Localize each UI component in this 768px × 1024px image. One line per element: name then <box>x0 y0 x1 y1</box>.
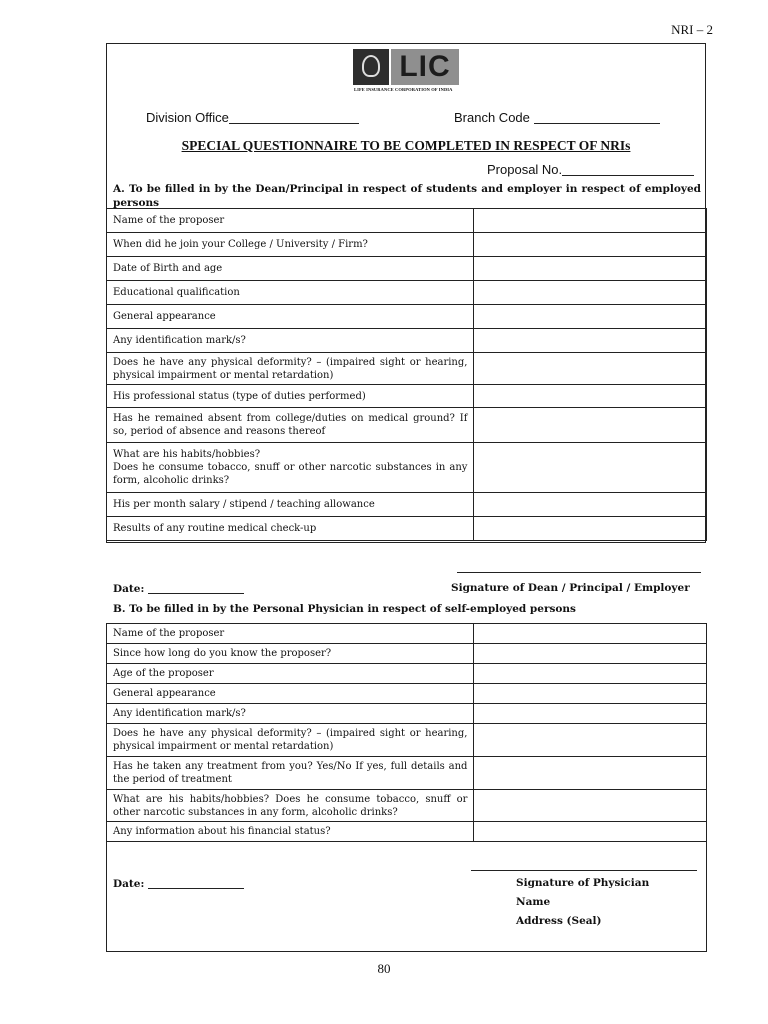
section-b-question: What are his habits/hobbies? Does he consume tobacco, snuff or other narcotic substances in any form, alcoholic drinks? <box>107 790 474 822</box>
section-a-question: Results of any routine medical check-up <box>107 517 474 541</box>
section-a-question: When did he join your College / University / Firm? <box>107 233 474 257</box>
section-a-row <box>107 257 707 281</box>
section-b-question: Any information about his financial status? <box>107 822 474 842</box>
division-office-line[interactable] <box>229 111 359 124</box>
section-a-question: Educational qualification <box>107 281 474 305</box>
section-b-answer-field[interactable] <box>474 644 707 664</box>
proposal-no-label: Proposal No. <box>487 162 563 177</box>
section-a-heading: A. To be filled in by the Dean/Principal in respect of students and employer in respect of employed persons <box>113 183 701 209</box>
section-a-table <box>106 208 707 541</box>
section-a-answer-field[interactable] <box>474 281 707 305</box>
section-a-answer-field[interactable] <box>474 517 707 541</box>
section-b-question: Name of the proposer <box>107 624 474 644</box>
section-a-answer-field[interactable] <box>474 233 707 257</box>
date-label-a: Date: <box>113 583 145 595</box>
section-b-answer-field[interactable] <box>474 822 707 842</box>
section-b-question: Since how long do you know the proposer? <box>107 644 474 664</box>
section-b-row <box>107 624 707 644</box>
section-a-question: His professional status (type of duties performed) <box>107 385 474 408</box>
section-b-row <box>107 704 707 724</box>
dean-signature-label: Signature of Dean / Principal / Employer <box>451 582 690 594</box>
section-a-question: Name of the proposer <box>107 209 474 233</box>
section-b-row <box>107 664 707 684</box>
section-a-question: Date of Birth and age <box>107 257 474 281</box>
section-b-answer-field[interactable] <box>474 684 707 704</box>
section-b-question: Does he have any physical deformity? – (impaired sight or hearing, physical impairment or mental retardation) <box>107 724 474 757</box>
form-number: NRI – 2 <box>671 22 713 37</box>
proposal-no-field[interactable] <box>487 162 694 177</box>
section-a-row <box>107 385 707 408</box>
section-b-question: Has he taken any treatment from you? Yes/No If yes, full details and the period of treatment <box>107 757 474 790</box>
branch-code-field[interactable] <box>454 110 660 125</box>
section-a-row <box>107 233 707 257</box>
section-b-answer-field[interactable] <box>474 624 707 644</box>
section-a-answer-field[interactable] <box>474 443 707 493</box>
section-a-row <box>107 408 707 443</box>
date-line-b[interactable] <box>148 877 244 889</box>
section-a-row <box>107 281 707 305</box>
section-b-footer-frame <box>106 841 707 952</box>
section-b-row <box>107 644 707 664</box>
section-a-row <box>107 493 707 517</box>
physician-address-label: Address (Seal) <box>516 915 602 927</box>
section-a-question: What are his habits/hobbies? Does he consume tobacco, snuff or other narcotic substances in any form, alcoholic drinks? <box>107 443 474 493</box>
section-a-answer-field[interactable] <box>474 329 707 353</box>
section-b-row <box>107 724 707 757</box>
section-b-answer-field[interactable] <box>474 704 707 724</box>
section-b-question: Age of the proposer <box>107 664 474 684</box>
section-a-answer-field[interactable] <box>474 493 707 517</box>
date-field-b[interactable] <box>113 877 244 890</box>
section-b-row <box>107 757 707 790</box>
section-a-answer-field[interactable] <box>474 257 707 281</box>
section-b-table <box>106 623 707 842</box>
section-a-row <box>107 443 707 493</box>
section-a-answer-field[interactable] <box>474 209 707 233</box>
section-b-question: Any identification mark/s? <box>107 704 474 724</box>
date-field-a[interactable] <box>113 582 244 595</box>
lic-logo <box>353 49 459 85</box>
logo-subtitle: LIFE INSURANCE CORPORATION OF INDIA <box>354 87 453 92</box>
physician-signature-label: Signature of Physician <box>516 877 650 889</box>
lic-emblem-icon <box>353 49 389 85</box>
division-office-label: Division Office <box>146 110 229 125</box>
section-b-heading: B. To be filled in by the Personal Physician in respect of self-employed persons <box>113 603 576 615</box>
branch-code-line[interactable] <box>534 111 660 124</box>
section-b-question: General appearance <box>107 684 474 704</box>
section-a-answer-field[interactable] <box>474 353 707 385</box>
section-a-row <box>107 305 707 329</box>
section-b-row <box>107 684 707 704</box>
section-a-question: General appearance <box>107 305 474 329</box>
section-a-answer-field[interactable] <box>474 385 707 408</box>
branch-code-label: Branch Code <box>454 110 530 125</box>
proposal-no-line[interactable] <box>562 163 694 176</box>
logo-text: LIC <box>391 49 459 85</box>
section-a-answer-field[interactable] <box>474 305 707 329</box>
date-line-a[interactable] <box>148 582 244 594</box>
section-a-answer-field[interactable] <box>474 408 707 443</box>
section-b-row <box>107 790 707 822</box>
physician-signature-line[interactable] <box>471 870 697 871</box>
section-b-answer-field[interactable] <box>474 664 707 684</box>
section-b-row <box>107 822 707 842</box>
section-a-question: Any identification mark/s? <box>107 329 474 353</box>
section-b-answer-field[interactable] <box>474 790 707 822</box>
section-a-row <box>107 517 707 541</box>
page-number: 80 <box>377 961 391 976</box>
section-a-question: His per month salary / stipend / teaching allowance <box>107 493 474 517</box>
division-office-field[interactable] <box>146 110 359 125</box>
section-a-row <box>107 329 707 353</box>
physician-name-label: Name <box>516 896 551 908</box>
section-a-row <box>107 353 707 385</box>
section-a-question: Has he remained absent from college/duties on medical ground? If so, period of absence and reasons thereof <box>107 408 474 443</box>
date-label-b: Date: <box>113 878 145 890</box>
section-a-question: Does he have any physical deformity? – (impaired sight or hearing, physical impairment or mental retardation) <box>107 353 474 385</box>
section-a-row <box>107 209 707 233</box>
form-title: SPECIAL QUESTIONNAIRE TO BE COMPLETED IN RESPECT OF NRIs <box>181 138 631 153</box>
section-b-answer-field[interactable] <box>474 724 707 757</box>
dean-signature-line[interactable] <box>457 572 701 573</box>
section-b-answer-field[interactable] <box>474 757 707 790</box>
